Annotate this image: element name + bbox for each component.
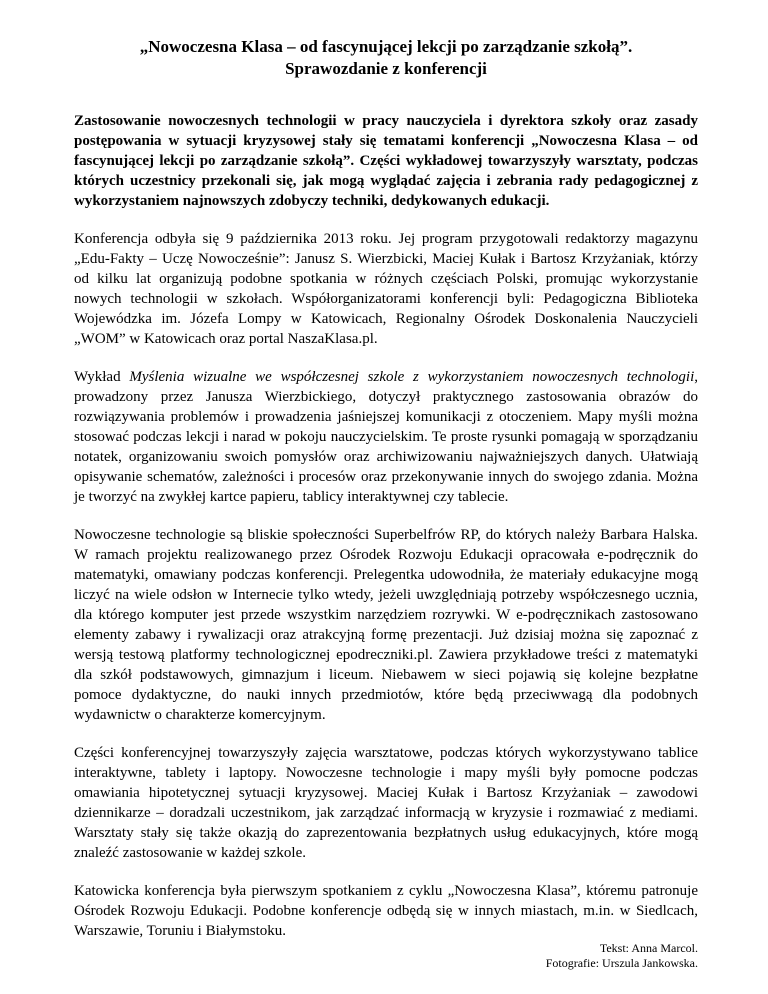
lead-paragraph: Zastosowanie nowoczesnych technologii w pracy nauczyciela i dyrektora szkoły oraz zasady postępowania w sytuacji kryzysowej stały się tematami konferencji „Nowoczesna Klasa – od fascynującej lekcji po zarządzanie szkołą”. Części wykładowej towarzyszyły warsztaty, podczas których uczestnicy przekonali się, jak mogą wyglądać zajęcia i zebrania rady pedagogicznej z wykorzystaniem najnowszych zdobyczy techniki, dedykowanych edukacji. <box>74 113 698 209</box>
lecture-title: Myślenia wizualne we współczesnej szkole z wykorzystaniem nowoczesnych technologii <box>129 369 695 385</box>
author-credit: Tekst: Anna Marcol. <box>599 941 698 955</box>
photo-credit: Fotografie: Urszula Jankowska. <box>545 956 698 970</box>
paragraph-conference-date: Konferencja odbyła się 9 października 2013 roku. Jej program przygotowali redaktorzy magazynu „Edu-Fakty – Uczę Nowocześnie”: Janusz S. Wierzbicki, Maciej Kułak i Bartosz Krzyżaniak, którzy od kilku lat organizują podobne spotkania w różnych częściach Polski, promując wykorzystanie nowych technologii w szkołach. Współorganizatorami konferencji byli: Pedagogiczna Biblioteka Wojewódzka im. Józefa Lompy w Katowicach, Regionalny Ośrodek Doskonalenia Nauczycieli „WOM” w Katowicach oraz portal NaszaKlasa.pl. <box>74 231 698 347</box>
lecture-prefix: Wykład <box>74 369 130 385</box>
document-title <box>74 36 698 80</box>
paragraph-series: Katowicka konferencja była pierwszym spotkaniem z cyklu „Nowoczesna Klasa”, któremu patronuje Ośrodek Rozwoju Edukacji. Podobne konferencje odbędą się w innych miastach, m.in. w Siedlcach, Warszawie, Toruniu i Białymstoku. <box>74 883 698 939</box>
credits <box>546 941 698 971</box>
paragraph-lecture <box>74 367 698 507</box>
title-line-2: Sprawozdanie z konferencji <box>285 59 487 78</box>
paragraph-e-textbook: Nowoczesne technologie są bliskie społeczności Superbelfrów RP, do których należy Barbara Halska. W ramach projektu realizowanego przez Ośrodek Rozwoju Edukacji opracowała e-podręcznik do matematyki, omawiany podczas konferencji. Prelegentka udowodniła, że materiały edukacyjne mogą liczyć na wiele odsłon w Internecie tylko wtedy, jeżeli uwzględniają potrzeby współczesnego ucznia, dla którego komputer jest przede wszystkim narzędziem rozrywki. W e-podręcznikach zastosowano elementy zabawy i rywalizacji oraz atrakcyjną formę prezentacji. Już dzisiaj można się zapoznać z wersją testową platformy technologicznej epodreczniki.pl. Zawiera przykładowe treści z matematyki dla szkół podstawowych, gimnazjum i liceum. Niebawem w sieci pojawią się kolejne bezpłatne pomoce dydaktyczne, do nauki innych przedmiotów, które będą przeciwwagą dla podobnych wydawnictw o charakterze komercyjnym. <box>74 527 698 723</box>
lecture-description: , prowadzony przez Janusza Wierzbickiego, dotyczył praktycznego zastosowania obrazów do rozwiązywania problemów i prowadzenia jaśniejszej komunikacji z otoczeniem. Mapy myśli można stosować podczas lekcji i narad w pokoju nauczycielskim. Te proste rysunki pomagają w sporządzaniu notatek, organizowaniu swoich pomysłów oraz archiwizowaniu najważniejszych danych. Ułatwiają opisywanie schematów, zależności i procesów oraz przekonywanie innych do swojego zdania. Można je tworzyć na zwykłej kartce papieru, tablicy interaktywnej czy tablecie. <box>74 369 698 505</box>
document-page <box>74 36 698 970</box>
title-line-1: „Nowoczesna Klasa – od fascynującej lekcji po zarządzanie szkołą”. <box>139 37 633 56</box>
paragraph-workshops: Części konferencyjnej towarzyszyły zajęcia warsztatowe, podczas których wykorzystywano tablice interaktywne, tablety i laptopy. Nowoczesne technologie i mapy myśli były pomocne podczas omawiania hipotetycznej sytuacji kryzysowej. Maciej Kułak i Bartosz Krzyżaniak – zawodowi dziennikarze – doradzali uczestnikom, jak zarządzać informacją w kryzysie i rozmawiać z mediami. Warsztaty stały się także okazją do zaprezentowania bezpłatnych usług edukacyjnych, które mogą znaleźć zastosowanie w każdej szkole. <box>74 745 698 861</box>
